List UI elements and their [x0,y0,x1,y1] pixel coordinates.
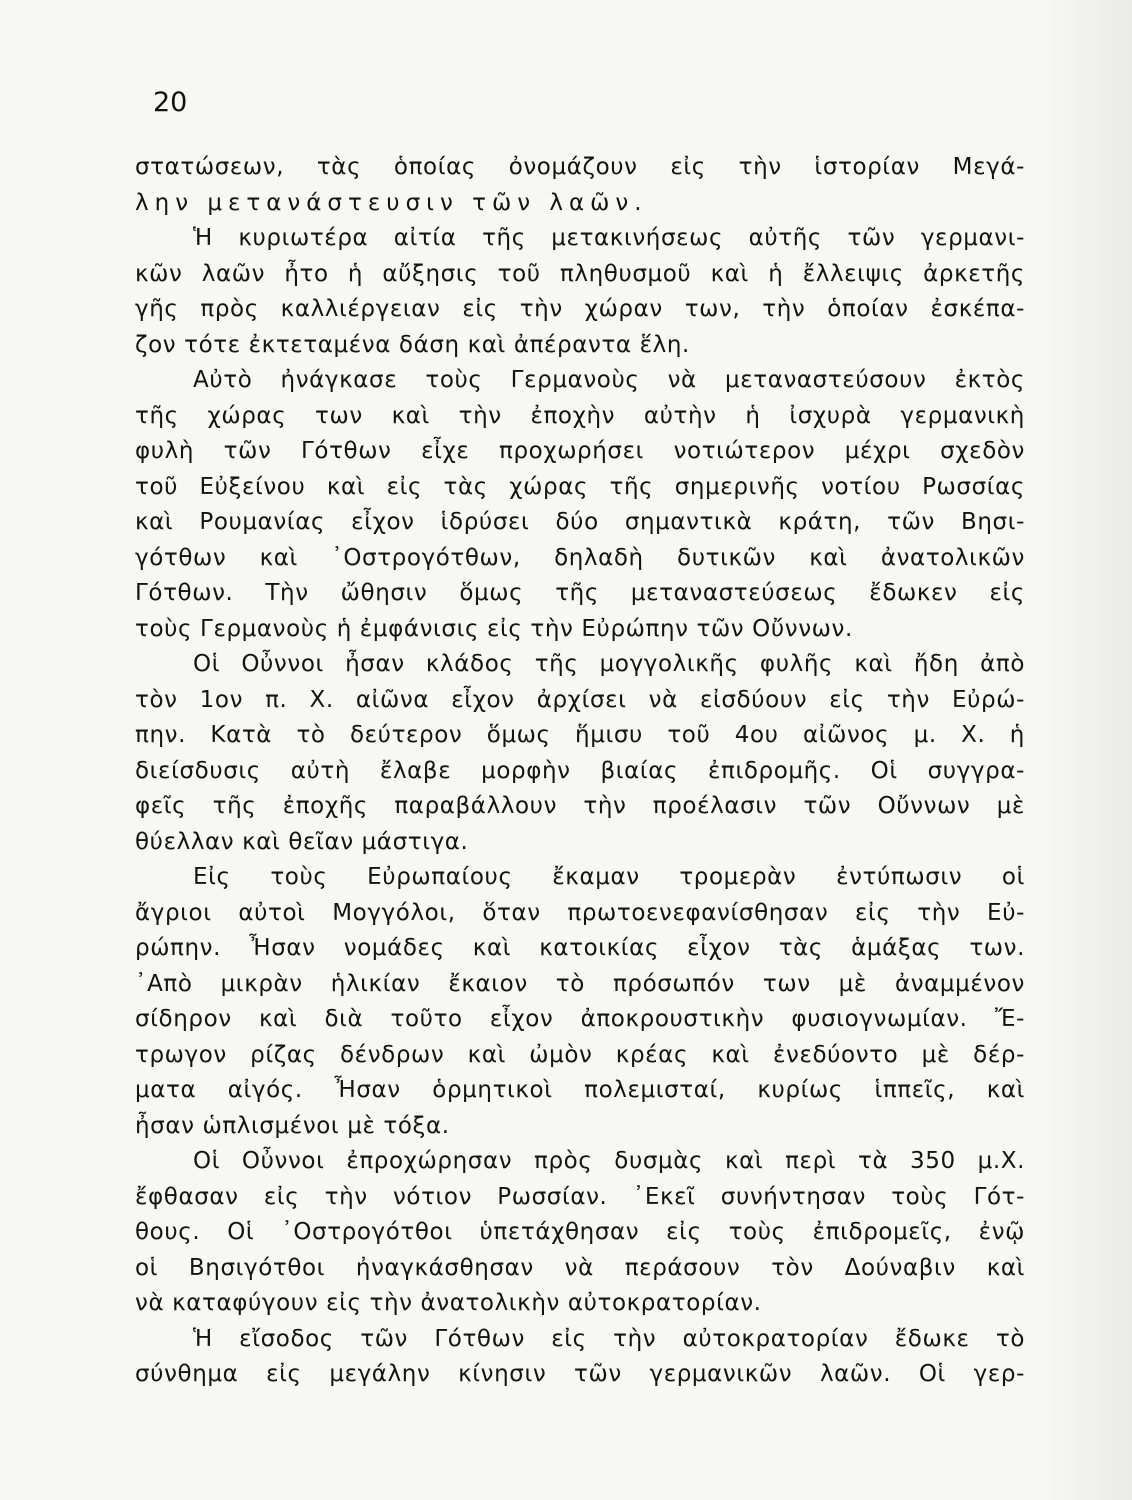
text-line: τρωγον ρίζας δένδρων καὶ ὠμὸν κρέας καὶ ἐνεδύοντο μὲ δέρ- [135,1041,1025,1068]
text-line: πην. Κατὰ τὸ δεύτερον ὅμως ἥμισυ τοῦ 4ου αἰῶνος μ. Χ. ἡ [135,722,1025,748]
text-line: τῆς χώρας των καὶ τὴν ἐποχὴν αὐτὴν ἡ ἰσχυρὰ γερμανικὴ [135,402,1025,429]
text-line: ἔφθασαν εἰς τὴν νότιον Ρωσσίαν. ᾿Εκεῖ συνήντησαν τοὺς Γότ- [135,1183,1025,1210]
text-line: σύνθημα εἰς μεγάλην κίνησιν τῶν γερμανικῶν λαῶν. Οἱ γερ- [135,1361,1025,1387]
body-text [135,150,1025,1393]
text-line: γῆς πρὸς καλλιέργειαν εἰς τὴν χώραν των, τὴν ὁποίαν ἐσκέπα- [135,296,1025,322]
text-line: ᾿Απὸ μικρὰν ἡλικίαν ἔκαιον τὸ πρόσωπόν των μὲ ἀναμμένον [135,970,1025,997]
text-line: ἦσαν ὡπλισμένοι μὲ τόξα. [135,1112,450,1139]
text-line: τοὺς Γερμανοὺς ἡ ἐμφάνισις εἰς τὴν Εὐρώπην τῶν Οὔννων. [135,615,853,642]
text-line: Γότθων. Τὴν ὤθησιν ὅμως τῆς μεταναστεύσεως ἔδωκεν εἰς [135,580,1025,606]
text-line: γότθων καὶ ᾿Οστρογότθων, δηλαδὴ δυτικῶν καὶ ἀνατολικῶν [135,544,1025,571]
text-line: Οἱ Οὖννοι ἐπροχώρησαν πρὸς δυσμὰς καὶ περὶ τὰ 350 μ.Χ. [193,1148,1025,1174]
text-line: φυλὴ τῶν Γότθων εἶχε προχωρήσει νοτιώτερον μέχρι σχεδὸν [135,438,1025,464]
text-line: φεῖς τῆς ἐποχῆς παραβάλλουν τὴν προέλασιν τῶν Οὔννων μὲ [135,793,1025,819]
text-line: Οἱ Οὖννοι ἦσαν κλάδος τῆς μογγολικῆς φυλῆς καὶ ἤδη ἀπὸ [193,651,1025,677]
text-line: νὰ καταφύγουν εἰς τὴν ἀνατολικὴν αὐτοκρατορίαν. [135,1290,762,1316]
text-line: διείσδυσις αὐτὴ ἔλαβε μορφὴν βιαίας ἐπιδρομῆς. Οἱ συγγρα- [135,757,1025,784]
text-line: ματα αἰγός. Ἦσαν ὁρμητικοὶ πολεμισταί, κυρίως ἱππεῖς, καὶ [135,1077,1025,1103]
text-line: λην μετανάστευσιν τῶν λαῶν. [135,189,648,216]
text-line: Εἰς τοὺς Εὐρωπαίους ἔκαμαν τρομερὰν ἐντύπωσιν οἱ [193,864,1025,890]
page-number: 20 [153,87,188,118]
page-edge-shadow [1042,0,1132,1500]
text-line: οἱ Βησιγότθοι ἠναγκάσθησαν νὰ περάσουν τὸν Δούναβιν καὶ [135,1254,1025,1281]
text-line: κῶν λαῶν ἦτο ἡ αὔξησις τοῦ πληθυσμοῦ καὶ ἡ ἔλλειψις ἀρκετῆς [135,260,1025,287]
text-line: τὸν 1ον π. Χ. αἰῶνα εἶχον ἀρχίσει νὰ εἰσδύουν εἰς τὴν Εὐρώ- [135,686,1025,713]
text-line: Αὐτὸ ἠνάγκασε τοὺς Γερμανοὺς νὰ μεταναστεύσουν ἐκτὸς [193,367,1025,393]
text-line: στατώσεων, τὰς ὁποίας ὀνομάζουν εἰς τὴν ἱστορίαν Μεγά- [135,154,1025,180]
text-line: θύελλαν καὶ θεῖαν μάστιγα. [135,828,469,855]
text-line: ζον τότε ἐκτεταμένα δάση καὶ ἀπέραντα ἕλη. [135,331,690,358]
text-line: Ἡ εἴσοδος τῶν Γότθων εἰς τὴν αὐτοκρατορίαν ἔδωκε τὸ [193,1325,1025,1352]
text-line: ἄγριοι αὐτοὶ Μογγόλοι, ὅταν πρωτοενεφανίσθησαν εἰς τὴν Εὐ- [135,899,1025,926]
text-line: ρώπην. Ἦσαν νομάδες καὶ κατοικίας εἶχον τὰς ἁμάξας των. [135,935,1025,961]
text-line: τοῦ Εὐξείνου καὶ εἰς τὰς χώρας τῆς σημερινῆς νοτίου Ρωσσίας [135,473,1025,500]
text-line: καὶ Ρουμανίας εἶχον ἱδρύσει δύο σημαντικὰ κράτη, τῶν Βησι- [135,509,1025,535]
text-line: θους. Οἱ ᾿Οστρογότθοι ὑπετάχθησαν εἰς τοὺς ἐπιδρομεῖς, ἐνῷ [135,1219,1025,1245]
text-line: σίδηρον καὶ διὰ τοῦτο εἶχον ἀποκρουστικὴν φυσιογνωμίαν. Ἔ- [135,1006,1025,1032]
text-line: Ἡ κυριωτέρα αἰτία τῆς μετακινήσεως αὐτῆς τῶν γερμανι- [193,225,1025,251]
